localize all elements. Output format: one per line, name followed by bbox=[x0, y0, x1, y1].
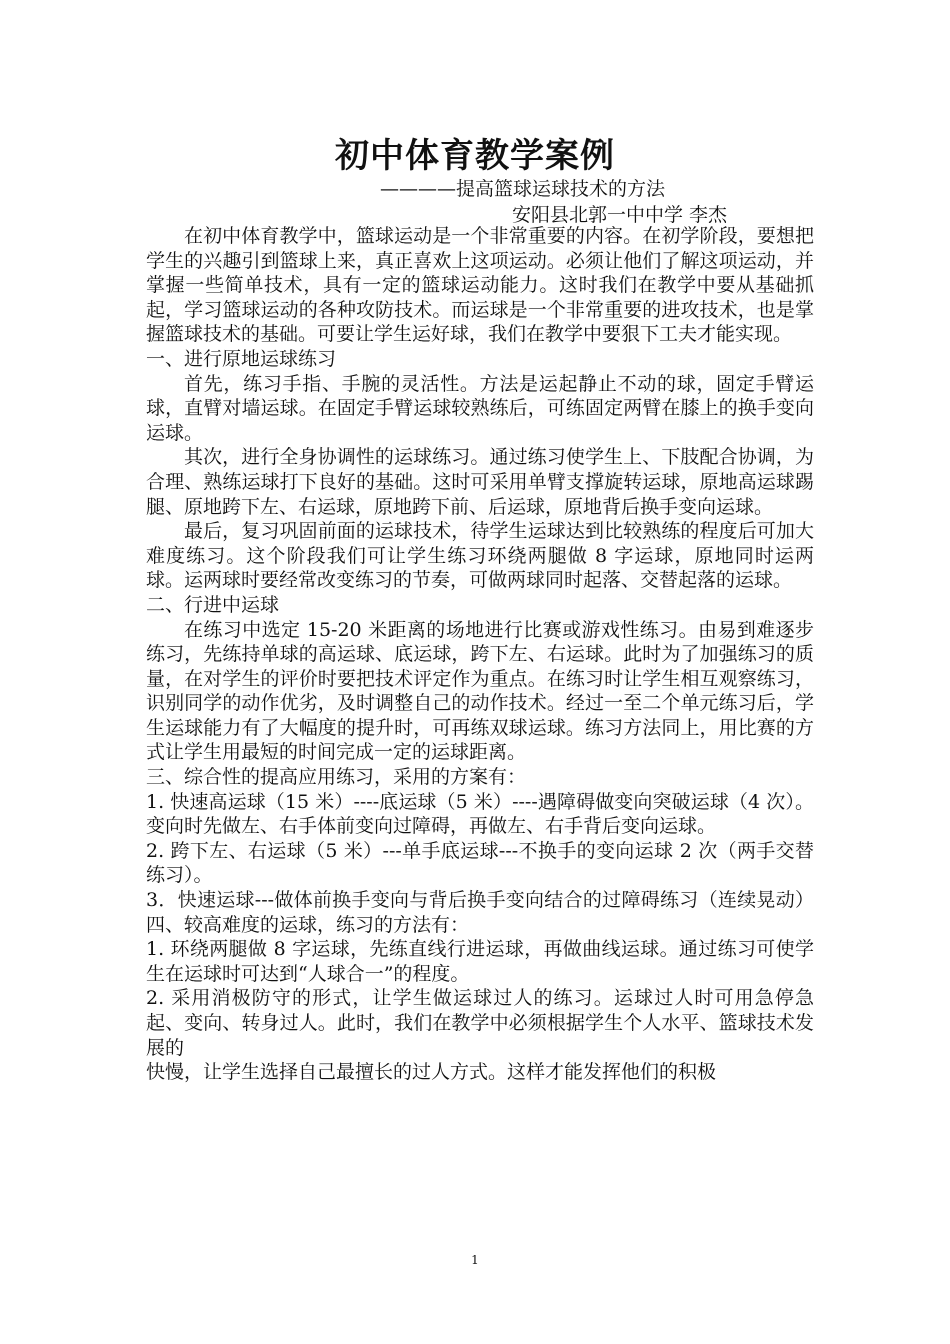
page-number: 1 bbox=[471, 1253, 479, 1267]
intro-paragraph: 在初中体育教学中，篮球运动是一个非常重要的内容。在初学阶段，要想把学生的兴趣引到篮球上来，真正喜欢上这项运动。必须让他们了解这项运动，并掌握一些简单技术，具有一定的篮球运动能力。这时我们在教学中要从基础抓起，学习篮球运动的各种攻防技术。而运球是一个非常重要的进攻技术，也是掌握篮球技术的基础。可要让学生运好球，我们在教学中要狠下工夫才能实现。 bbox=[146, 225, 814, 346]
body-paragraph: 在练习中选定 15-20 米距离的场地进行比赛或游戏性练习。由易到难逐步练习，先练持单球的高运球、底运球，跨下左、右运球。此时为了加强练习的质量，在对学生的评价时要把技术评定作为重点。在练习时让学生相互观察练习，识别同学的动作优劣，及时调整自己的动作技术。经过一至二个单元练习后，学生运球能力有了大幅度的提升时，可再练双球运球。练习方法同上，用比赛的方式让学生用最短的时间完成一定的运球距离。 bbox=[146, 618, 814, 764]
document-subtitle: ————提高篮球运球技术的方法 bbox=[380, 178, 666, 200]
document-title: 初中体育教学案例 bbox=[335, 136, 615, 176]
section-heading-3: 三、综合性的提高应用练习，采用的方案有： bbox=[146, 766, 527, 789]
list-item: 1. 环绕两腿做 8 字运球，先练直线行进运球，再做曲线运球。通过练习可使学生在运球时可达到“人球合一”的程度。 bbox=[146, 938, 814, 985]
list-item: 2. 采用消极防守的形式，让学生做运球过人的练习。运球过人时可用急停急起、变向、转身过人。此时，我们在教学中必须根据学生个人水平、篮球技术发展的 bbox=[146, 987, 814, 1059]
section-heading-1: 一、进行原地运球练习 bbox=[146, 347, 337, 370]
body-paragraph: 快慢，让学生选择自己最擅长的过人方式。这样才能发挥他们的积极 bbox=[146, 1061, 717, 1084]
body-paragraph: 最后，复习巩固前面的运球技术，待学生运球达到比较熟练的程度后可加大难度练习。这个阶段我们可让学生练习环绕两腿做 8 字运球，原地同时运两球。运两球时要经常改变练习的节奏，可做两球同时起落、交替起落的运球。 bbox=[146, 520, 814, 592]
body-paragraph: 首先，练习手指、手腕的灵活性。方法是运起静止不动的球，固定手臂运球，直臂对墙运球。在固定手臂运球较熟练后，可练固定两臂在膝上的换手变向运球。 bbox=[146, 372, 814, 444]
document-author: 安阳县北郭一中中学 李杰 bbox=[512, 204, 728, 226]
list-item: 2. 跨下左、右运球（5 米）---单手底运球---不换手的变向运球 2 次（两手交替练习）。 bbox=[146, 839, 814, 887]
body-paragraph: 其次，进行全身协调性的运球练习。通过练习使学生上、下肢配合协调，为合理、熟练运球打下良好的基础。这时可采用单臂支撑旋转运球，原地高运球踢腿、原地跨下左、右运球，原地跨下前、后运球，原地背后换手变向运球。 bbox=[146, 446, 814, 518]
document-body bbox=[146, 224, 814, 1085]
section-heading-2: 二、行进中运球 bbox=[146, 593, 280, 616]
list-item: 3．快速运球---做体前换手变向与背后换手变向结合的过障碍练习（连续晃动）四、较高难度的运球，练习的方法有： bbox=[146, 889, 814, 936]
list-item: 1. 快速高运球（15 米）----底运球（5 米）----遇障碍做变向突破运球（4 次）。变向时先做左、右手体前变向过障碍，再做左、右手背后变向运球。 bbox=[146, 790, 814, 838]
